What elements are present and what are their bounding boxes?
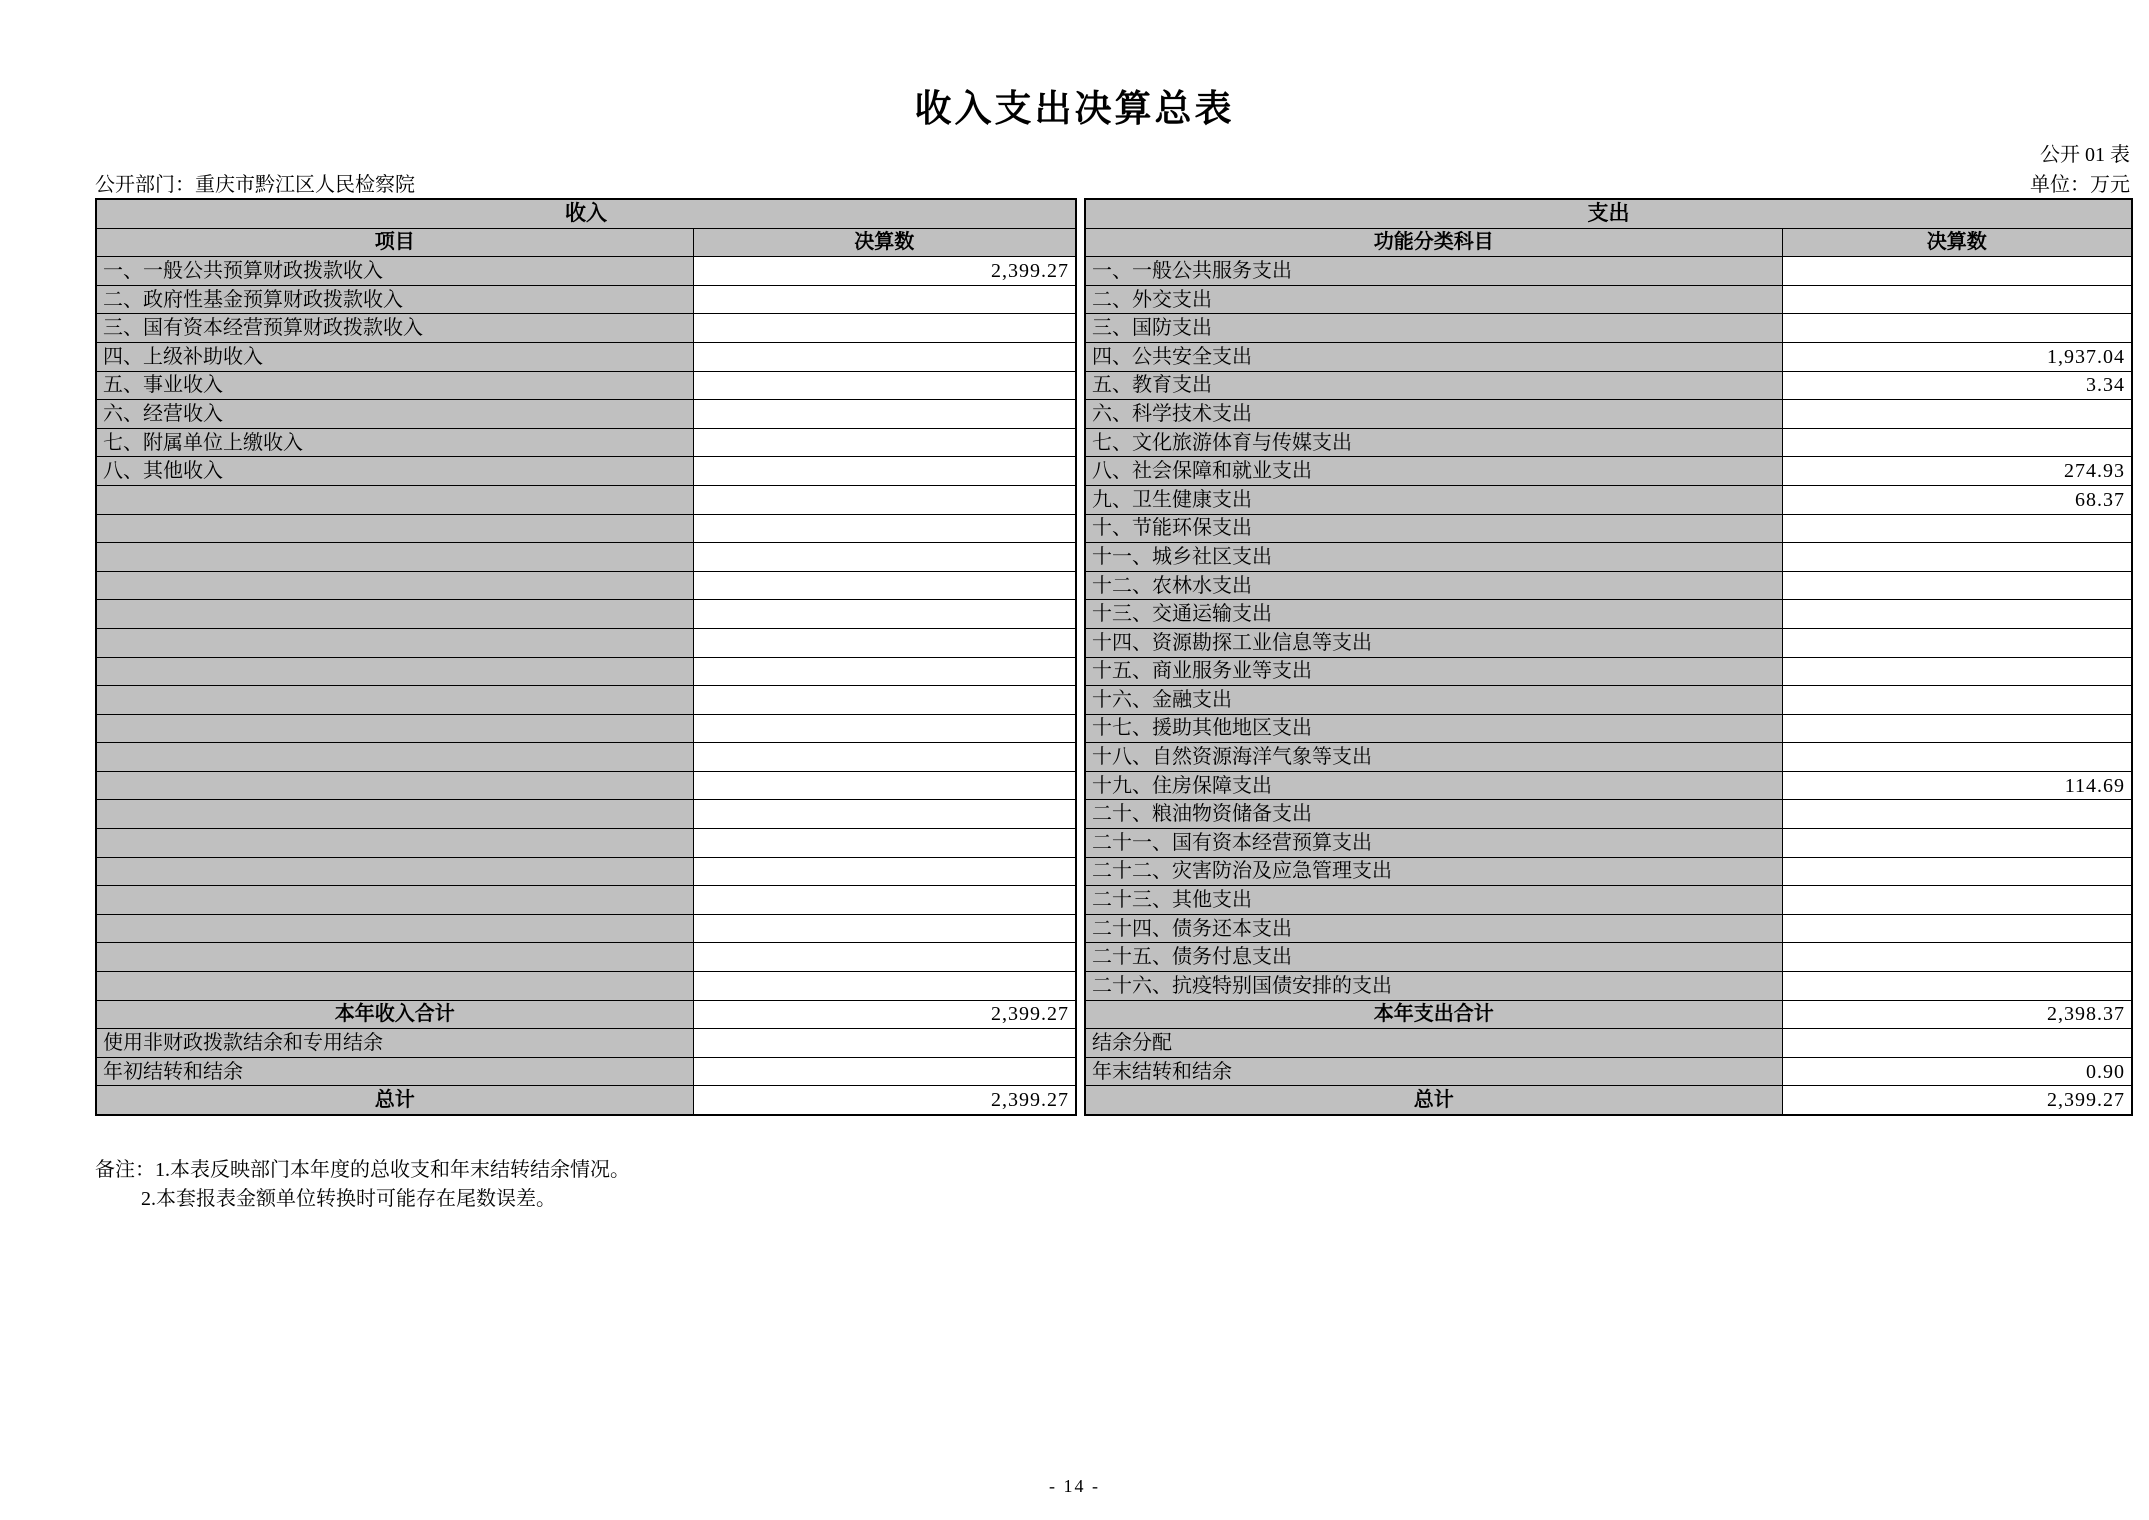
table-row [96,514,1076,543]
table-row [1085,543,2132,572]
expenditure-item-value: 2,398.37 [1782,1000,2132,1029]
expenditure-item-label: 五、教育支出 [1085,371,1782,400]
table-row [96,829,1076,858]
revenue-item-label [96,886,693,915]
expenditure-item-label: 七、文化旅游体育与传媒支出 [1085,428,1782,457]
expenditure-item-value [1782,285,2132,314]
revenue-item-value [693,514,1076,543]
table-row [96,543,1076,572]
expenditure-col-amount-header: 决算数 [1782,228,2132,257]
table-row [96,457,1076,486]
expenditure-item-value [1782,1029,2132,1058]
table-row [1085,514,2132,543]
expenditure-item-value: 114.69 [1782,771,2132,800]
table-row [96,571,1076,600]
revenue-item-value [693,543,1076,572]
revenue-columns-row [96,228,1076,257]
revenue-item-value: 2,399.27 [693,257,1076,286]
revenue-item-label: 四、上级补助收入 [96,342,693,371]
expenditure-item-value [1782,571,2132,600]
revenue-item-value [693,829,1076,858]
revenue-item-label [96,485,693,514]
revenue-item-value [693,686,1076,715]
expenditure-table-body [1085,257,2132,1115]
revenue-item-label: 八、其他收入 [96,457,693,486]
revenue-item-label [96,571,693,600]
table-row [96,800,1076,829]
page-title: 收入支出决算总表 [914,89,1235,130]
revenue-item-value [693,342,1076,371]
expenditure-item-label: 十一、城乡社区支出 [1085,543,1782,572]
revenue-item-label [96,829,693,858]
expenditure-item-label: 结余分配 [1085,1029,1782,1058]
expenditure-item-value [1782,543,2132,572]
expenditure-item-value: 274.93 [1782,457,2132,486]
expenditure-item-label: 十九、住房保障支出 [1085,771,1782,800]
expenditure-item-label: 十、节能环保支出 [1085,514,1782,543]
department-label: 公开部门：重庆市黔江区人民检察院 [95,174,415,196]
revenue-item-value [693,857,1076,886]
expenditure-item-label: 年末结转和结余 [1085,1057,1782,1086]
expenditure-item-label: 十四、资源勘探工业信息等支出 [1085,628,1782,657]
revenue-item-label [96,743,693,772]
expenditure-item-value [1782,514,2132,543]
expenditure-item-value [1782,686,2132,715]
revenue-table [95,198,1077,1116]
revenue-item-value [693,457,1076,486]
expenditure-col-item-header: 功能分类科目 [1085,228,1782,257]
revenue-item-value: 2,399.27 [693,1086,1076,1115]
table-row [1085,571,2132,600]
table-row [1085,800,2132,829]
revenue-section-title: 收入 [96,199,1076,228]
revenue-item-label [96,914,693,943]
revenue-item-value [693,972,1076,1001]
table-row [96,600,1076,629]
table-row [96,428,1076,457]
expenditure-item-label: 二十三、其他支出 [1085,886,1782,915]
revenue-item-value [693,571,1076,600]
table-row [1085,600,2132,629]
expenditure-item-value [1782,314,2132,343]
expenditure-item-label: 十八、自然资源海洋气象等支出 [1085,743,1782,772]
revenue-item-label [96,628,693,657]
table-row [96,400,1076,429]
revenue-item-value [693,657,1076,686]
revenue-item-value [693,285,1076,314]
revenue-item-label [96,600,693,629]
revenue-item-value [693,914,1076,943]
table-row [1085,428,2132,457]
revenue-item-label: 三、国有资本经营预算财政拨款收入 [96,314,693,343]
expenditure-item-value [1782,800,2132,829]
table-row [96,857,1076,886]
revenue-item-label: 本年收入合计 [96,1000,693,1029]
expenditure-item-label: 十七、援助其他地区支出 [1085,714,1782,743]
revenue-table-body [96,257,1076,1115]
expenditure-item-value: 0.90 [1782,1057,2132,1086]
table-row [1085,285,2132,314]
revenue-col-item-header: 项目 [96,228,693,257]
table-row [1085,485,2132,514]
revenue-item-label: 年初结转和结余 [96,1057,693,1086]
expenditure-item-label: 十五、商业服务业等支出 [1085,657,1782,686]
revenue-item-label [96,657,693,686]
note-line-2: 2.本套报表金额单位转换时可能存在尾数误差。 [141,1188,556,1210]
revenue-item-label [96,943,693,972]
revenue-item-value [693,800,1076,829]
table-row [96,342,1076,371]
table-row [1085,457,2132,486]
revenue-item-label [96,800,693,829]
revenue-item-label: 一、一般公共预算财政拨款收入 [96,257,693,286]
expenditure-item-value [1782,943,2132,972]
expenditure-item-value [1782,914,2132,943]
table-row [1085,1086,2132,1115]
table-row [1085,857,2132,886]
revenue-item-value [693,628,1076,657]
expenditure-item-value [1782,714,2132,743]
revenue-col-amount-header: 决算数 [693,228,1076,257]
revenue-item-value [693,1029,1076,1058]
expenditure-item-value [1782,829,2132,858]
expenditure-item-label: 十二、农林水支出 [1085,571,1782,600]
notes [95,1156,630,1214]
revenue-item-label [96,771,693,800]
table-row [96,1057,1076,1086]
table-row [1085,657,2132,686]
revenue-item-value: 2,399.27 [693,1000,1076,1029]
table-row [96,657,1076,686]
table-row [96,886,1076,915]
expenditure-item-label: 二、外交支出 [1085,285,1782,314]
revenue-item-value [693,400,1076,429]
revenue-item-value [693,943,1076,972]
unit-label: 单位：万元 [2030,174,2130,196]
expenditure-item-label: 二十二、灾害防治及应急管理支出 [1085,857,1782,886]
revenue-item-label: 七、附属单位上缴收入 [96,428,693,457]
expenditure-item-label: 十三、交通运输支出 [1085,600,1782,629]
expenditure-item-label: 二十四、债务还本支出 [1085,914,1782,943]
table-row [96,714,1076,743]
revenue-item-label [96,857,693,886]
summary-tables [95,198,2133,1116]
expenditure-item-label: 本年支出合计 [1085,1000,1782,1029]
expenditure-item-value [1782,400,2132,429]
revenue-item-value [693,771,1076,800]
revenue-item-label [96,686,693,715]
revenue-item-value [693,314,1076,343]
table-row [1085,314,2132,343]
table-row [96,1000,1076,1029]
expenditure-item-value: 2,399.27 [1782,1086,2132,1115]
table-row [96,314,1076,343]
table-row [1085,743,2132,772]
revenue-item-label: 总计 [96,1086,693,1115]
expenditure-table-header [1085,199,2132,257]
expenditure-item-label: 一、一般公共服务支出 [1085,257,1782,286]
table-row [96,972,1076,1001]
revenue-item-label: 二、政府性基金预算财政拨款收入 [96,285,693,314]
expenditure-columns-row [1085,228,2132,257]
revenue-item-label [96,543,693,572]
expenditure-item-label: 十六、金融支出 [1085,686,1782,715]
expenditure-item-label: 八、社会保障和就业支出 [1085,457,1782,486]
expenditure-item-value [1782,886,2132,915]
expenditure-item-label: 二十五、债务付息支出 [1085,943,1782,972]
revenue-item-label: 五、事业收入 [96,371,693,400]
revenue-item-value [693,743,1076,772]
table-row [1085,886,2132,915]
expenditure-item-value [1782,743,2132,772]
table-row [96,1029,1076,1058]
expenditure-item-value [1782,257,2132,286]
revenue-item-label [96,514,693,543]
expenditure-item-label: 总计 [1085,1086,1782,1115]
expenditure-item-label: 三、国防支出 [1085,314,1782,343]
table-row [96,628,1076,657]
expenditure-item-value [1782,628,2132,657]
expenditure-item-label: 二十六、抗疫特别国债安排的支出 [1085,972,1782,1001]
revenue-item-value [693,600,1076,629]
table-row [1085,943,2132,972]
expenditure-section-row [1085,199,2132,228]
expenditure-item-value [1782,657,2132,686]
revenue-item-value [693,1057,1076,1086]
table-row [96,1086,1076,1115]
table-row [1085,972,2132,1001]
revenue-item-value [693,428,1076,457]
table-row [1085,686,2132,715]
expenditure-table [1084,198,2133,1116]
table-row [96,285,1076,314]
revenue-item-label [96,972,693,1001]
table-row [1085,628,2132,657]
expenditure-item-value [1782,972,2132,1001]
page-number: - 14 - [1049,1476,1100,1496]
table-row [96,914,1076,943]
table-row [96,771,1076,800]
table-row [96,943,1076,972]
table-row [1085,400,2132,429]
table-row [96,485,1076,514]
revenue-item-value [693,886,1076,915]
table-row [1085,829,2132,858]
expenditure-item-value [1782,428,2132,457]
table-row [1085,1057,2132,1086]
expenditure-item-value: 3.34 [1782,371,2132,400]
note-line-1: 备注：1.本表反映部门本年度的总收支和年末结转结余情况。 [95,1159,630,1181]
revenue-item-label: 使用非财政拨款结余和专用结余 [96,1029,693,1058]
expenditure-item-label: 六、科学技术支出 [1085,400,1782,429]
expenditure-section-title: 支出 [1085,199,2132,228]
expenditure-item-value [1782,600,2132,629]
table-row [1085,714,2132,743]
revenue-item-label: 六、经营收入 [96,400,693,429]
table-row [1085,342,2132,371]
expenditure-item-label: 九、卫生健康支出 [1085,485,1782,514]
table-row [1085,1029,2132,1058]
revenue-section-row [96,199,1076,228]
table-row [1085,771,2132,800]
table-row [96,686,1076,715]
expenditure-item-label: 二十、粮油物资储备支出 [1085,800,1782,829]
table-code-label: 公开 01 表 [2040,144,2130,166]
expenditure-item-value: 68.37 [1782,485,2132,514]
revenue-item-label [96,714,693,743]
table-row [96,371,1076,400]
revenue-item-value [693,714,1076,743]
table-row [1085,914,2132,943]
expenditure-item-value: 1,937.04 [1782,342,2132,371]
revenue-item-value [693,485,1076,514]
table-row [96,743,1076,772]
expenditure-item-value [1782,857,2132,886]
revenue-item-value [693,371,1076,400]
table-row [1085,257,2132,286]
expenditure-item-label: 二十一、国有资本经营预算支出 [1085,829,1782,858]
table-row [96,257,1076,286]
table-row [1085,371,2132,400]
revenue-table-header [96,199,1076,257]
table-row [1085,1000,2132,1029]
expenditure-item-label: 四、公共安全支出 [1085,342,1782,371]
